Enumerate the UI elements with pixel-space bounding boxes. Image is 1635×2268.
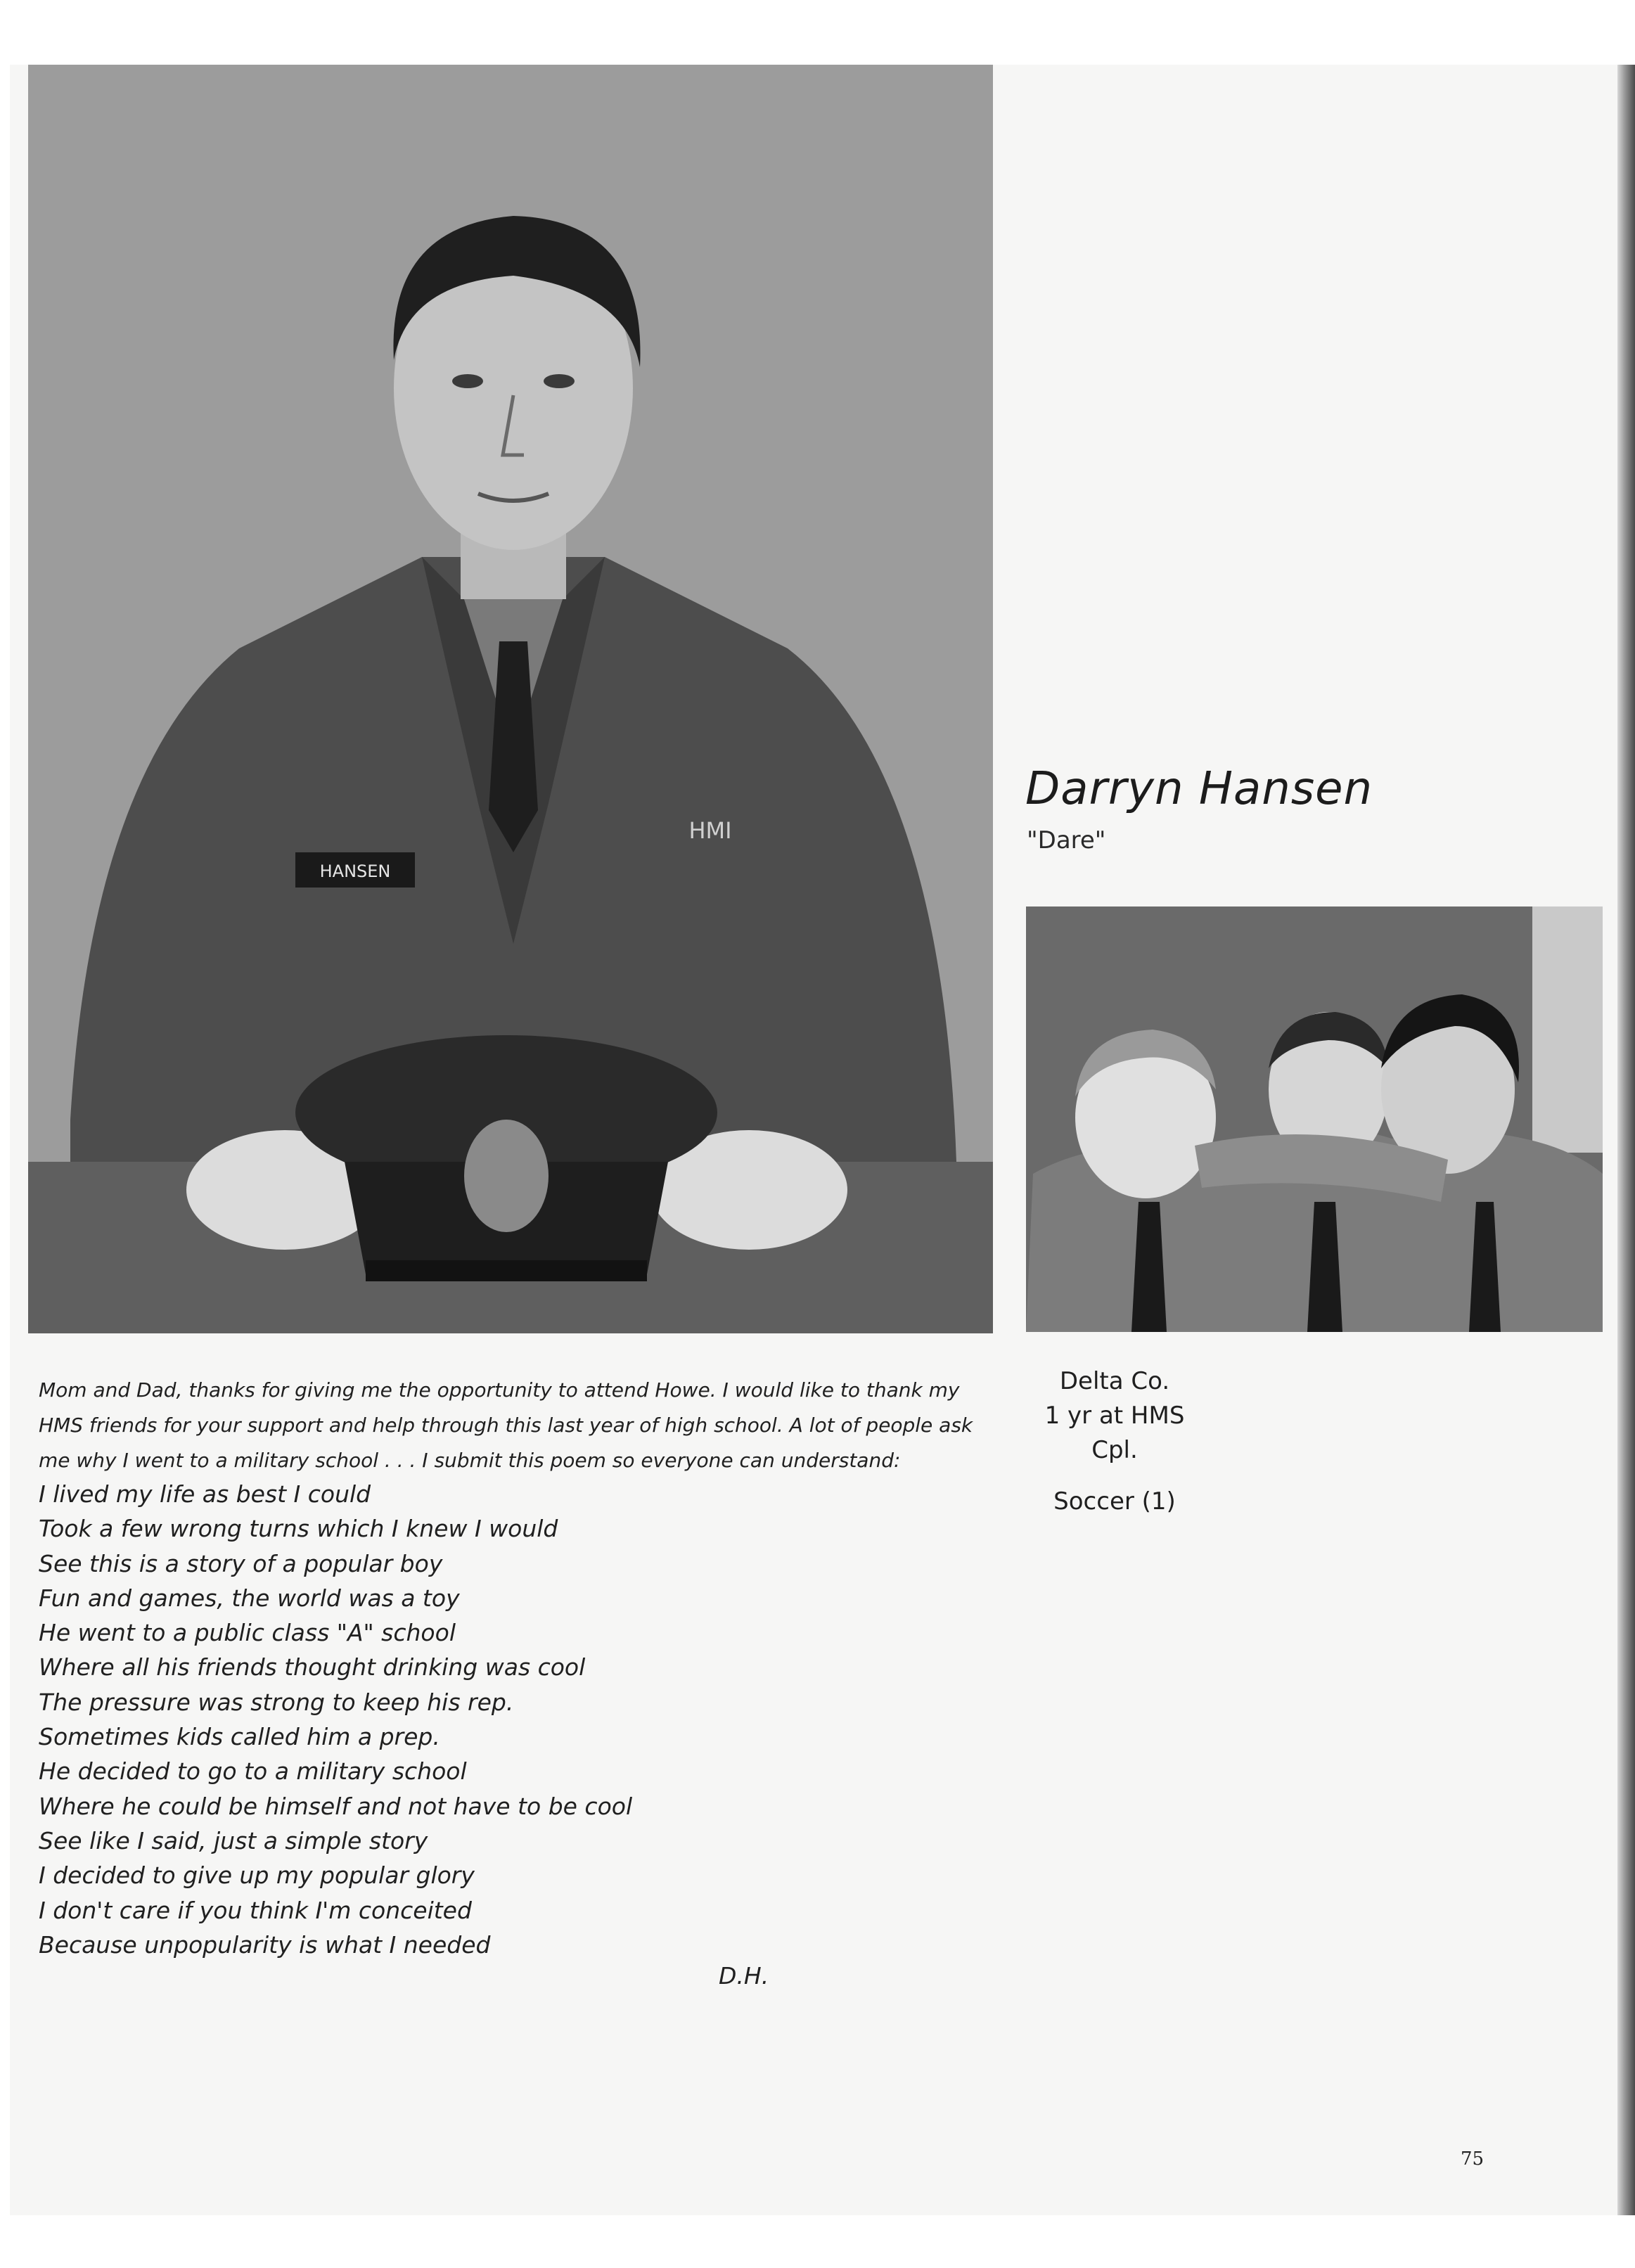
poem-line: Where all his friends thought drinking was cool (39, 1653, 586, 1681)
years-at-school: 1 yr at HMS (1044, 1402, 1185, 1430)
poem-line: See like I said, just a simple story (39, 1826, 428, 1854)
poem-line: He went to a public class "A" school (39, 1619, 456, 1647)
poem-line: I decided to give up my popular glory (39, 1862, 475, 1890)
group-photo (1026, 906, 1603, 1332)
poem-line: I don't care if you think I'm conceited (39, 1896, 472, 1924)
student-nickname: "Dare" (1027, 826, 1106, 854)
poem-line: Fun and games, the world was a toy (39, 1584, 460, 1612)
page-number: 75 (1461, 2148, 1485, 2170)
group-photo-illustration (1026, 906, 1603, 1332)
activity: Soccer (1) (1053, 1487, 1176, 1516)
name-tag-text: HANSEN (319, 861, 391, 881)
poem-line: Where he could be himself and not have to be cool (39, 1792, 633, 1820)
poem-line: The pressure was strong to keep his rep. (39, 1688, 514, 1716)
poem-line: Sometimes kids called him a prep. (39, 1723, 440, 1751)
poem-line: See this is a story of a popular boy (39, 1549, 443, 1577)
page-spine-edge (1617, 65, 1635, 2215)
signature-initials: D.H. (719, 1962, 769, 1990)
student-name: Darryn Hansen (1025, 763, 1373, 815)
poem-line: I lived my life as best I could (39, 1480, 371, 1508)
collar-insignia-text: HMI (688, 817, 732, 844)
poem (39, 1477, 953, 1962)
poem-line: Because unpopularity is what I needed (39, 1930, 491, 1959)
portrait-illustration (28, 65, 993, 1333)
rank: Cpl. (1091, 1436, 1138, 1464)
personal-message: Mom and Dad, thanks for giving me the opportunity to attend Howe. I would like to thank my HMS friends for your support and help through this last year of high school. A lot of people ask me why I went to a military school . . . I submit this poem so everyone can understand: (39, 1378, 973, 1472)
poem-line: He decided to go to a military school (39, 1757, 467, 1786)
company: Delta Co. (1059, 1367, 1170, 1395)
main-portrait-photo (28, 65, 993, 1333)
poem-line: Took a few wrong turns which I knew I would (39, 1515, 558, 1543)
student-info (1013, 1364, 1217, 1519)
